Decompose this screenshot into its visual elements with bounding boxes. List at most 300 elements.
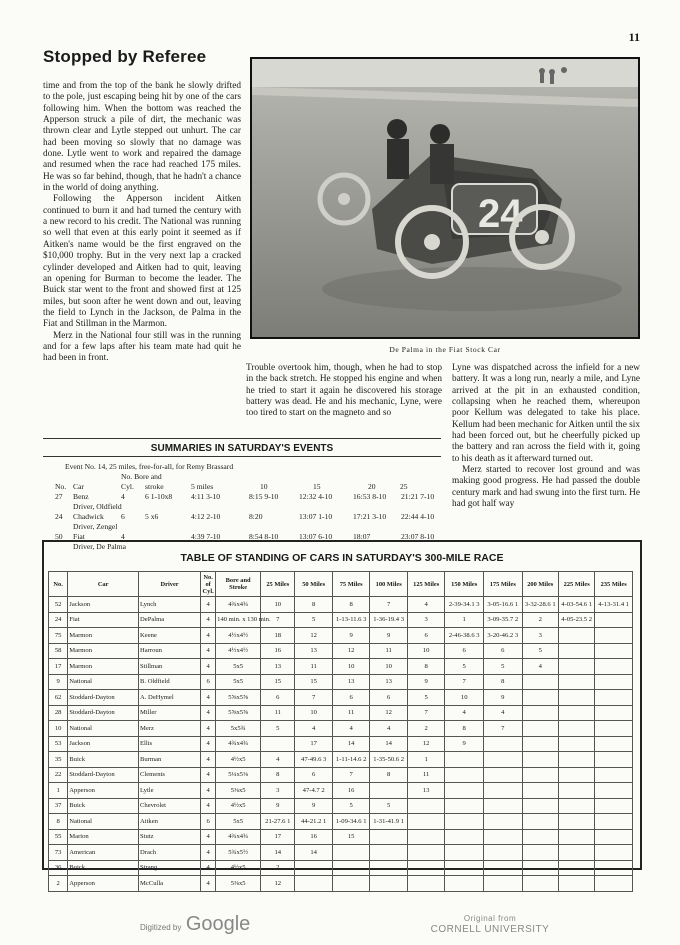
table-cell: Marion <box>68 829 139 845</box>
table-cell: Strang <box>139 860 201 876</box>
table-cell <box>445 814 484 830</box>
table-cell: 44-21.2 1 <box>295 814 333 830</box>
table-cell: 5x5¾ <box>216 721 261 737</box>
table-cell: 8 <box>483 674 522 690</box>
table-cell <box>445 845 484 861</box>
table-cell: 7 <box>295 690 333 706</box>
table-cell: 12 <box>295 628 333 644</box>
table-cell: 5 <box>295 612 333 628</box>
table-cell: 7 <box>370 597 408 613</box>
table-cell: 12 <box>261 876 295 892</box>
table-cell <box>558 798 594 814</box>
table-row <box>49 597 633 613</box>
table-cell <box>558 659 594 675</box>
table-cell: 1 <box>445 612 484 628</box>
table-cell <box>558 814 594 830</box>
table-cell <box>558 752 594 768</box>
article-column-1 <box>43 81 241 365</box>
summary-row: 27 Benz 4 6 1-10x8 4:11 3-10 8:15 9-10 12:32 4-10 16:53 8-10 21:21 7-10 <box>55 492 435 501</box>
table-cell <box>522 845 558 861</box>
table-cell: 10 <box>370 659 408 675</box>
table-cell: 9 <box>295 798 333 814</box>
table-cell <box>522 736 558 752</box>
table-cell: 17 <box>295 736 333 752</box>
summaries-table <box>55 462 445 552</box>
table-cell: 4 <box>522 659 558 675</box>
table-cell <box>407 798 445 814</box>
table-cell: 6 <box>370 690 408 706</box>
table-cell: 5 <box>522 643 558 659</box>
table-cell: 2-39-34.1 3 <box>445 597 484 613</box>
table-cell: 12 <box>407 736 445 752</box>
table-cell: 7 <box>445 674 484 690</box>
table-row <box>49 814 633 830</box>
column-header: 200 Miles <box>522 572 558 597</box>
table-cell: 7 <box>261 612 295 628</box>
table-cell: 4½x4½ <box>216 643 261 659</box>
table-cell: 4 <box>201 612 216 628</box>
column-header: 50 Miles <box>295 572 333 597</box>
standing-header-row <box>49 572 633 597</box>
table-cell: 6 <box>483 643 522 659</box>
table-cell: 1-09-34.6 1 <box>332 814 370 830</box>
table-cell: 36 <box>49 860 68 876</box>
table-cell: Fiat <box>68 612 139 628</box>
table-cell <box>522 876 558 892</box>
table-cell: 14 <box>332 736 370 752</box>
table-cell: 140 min. x 130 min. <box>216 612 261 628</box>
table-cell <box>595 628 633 644</box>
paragraph: Merz in the National four still was in the running and for a few laps after his team mate had quit he had been in front. <box>43 330 241 364</box>
table-cell: 4 <box>201 876 216 892</box>
table-cell: 4 <box>295 721 333 737</box>
table-cell: 2-46-38.6 3 <box>445 628 484 644</box>
table-cell <box>407 860 445 876</box>
table-cell: 8 <box>332 597 370 613</box>
table-cell: Jackson <box>68 597 139 613</box>
table-cell: B. Oldfield <box>139 674 201 690</box>
summary-driver-line: Driver, Oldfield <box>73 502 122 511</box>
summaries-title: SUMMARIES IN SATURDAY'S EVENTS <box>150 443 334 454</box>
table-cell: McCulla <box>139 876 201 892</box>
article-column-2 <box>246 363 442 420</box>
table-cell: 2 <box>49 876 68 892</box>
table-cell: 4-13-31.4 1 <box>595 597 633 613</box>
table-cell: 16 <box>295 829 333 845</box>
table-cell: 21-27.6 1 <box>261 814 295 830</box>
table-cell: 37 <box>49 798 68 814</box>
table-cell <box>483 736 522 752</box>
table-cell: 3-09-35.7 2 <box>483 612 522 628</box>
column-header: 75 Miles <box>332 572 370 597</box>
table-cell <box>558 876 594 892</box>
table-cell: 11 <box>407 767 445 783</box>
table-cell <box>595 860 633 876</box>
table-cell: National <box>68 721 139 737</box>
table-cell: 1-31-41.9 1 <box>370 814 408 830</box>
standing-title: TABLE OF STANDING OF CARS IN SATURDAY'S 300-MILE RACE <box>180 552 504 564</box>
table-cell <box>483 876 522 892</box>
table-cell <box>522 721 558 737</box>
table-cell: 12 <box>370 705 408 721</box>
table-cell: 6 <box>261 690 295 706</box>
article-column-3 <box>452 363 640 510</box>
table-cell: 9 <box>332 628 370 644</box>
table-cell: 3 <box>261 783 295 799</box>
table-cell: 14 <box>295 845 333 861</box>
table-cell: 4 <box>201 767 216 783</box>
standing-body <box>49 597 633 892</box>
table-cell <box>295 860 333 876</box>
table-cell: Aitken <box>139 814 201 830</box>
table-cell <box>332 860 370 876</box>
column-header: Driver <box>139 572 201 597</box>
table-cell: 8 <box>261 767 295 783</box>
table-cell <box>558 829 594 845</box>
table-cell: 5 <box>332 798 370 814</box>
table-cell: 15 <box>261 674 295 690</box>
table-cell: National <box>68 814 139 830</box>
table-cell <box>407 845 445 861</box>
table-cell: 55 <box>49 829 68 845</box>
table-cell <box>595 783 633 799</box>
table-cell <box>483 860 522 876</box>
table-cell <box>595 721 633 737</box>
table-cell <box>522 860 558 876</box>
table-cell <box>595 798 633 814</box>
table-cell <box>558 845 594 861</box>
table-cell: 13 <box>261 659 295 675</box>
table-cell: 4 <box>445 705 484 721</box>
table-cell: 11 <box>332 705 370 721</box>
table-cell: 1-13-11.6 3 <box>332 612 370 628</box>
column-header: 125 Miles <box>407 572 445 597</box>
table-cell: 15 <box>295 674 333 690</box>
table-cell: 14 <box>370 736 408 752</box>
table-cell <box>522 783 558 799</box>
table-cell: 6 <box>332 690 370 706</box>
table-cell <box>595 659 633 675</box>
table-cell: 28 <box>49 705 68 721</box>
table-cell: Stoddard-Dayton <box>68 690 139 706</box>
table-cell <box>332 876 370 892</box>
column-header: Car <box>68 572 139 597</box>
table-cell <box>558 643 594 659</box>
digitized-by-google-logo: Digitized by Google <box>140 913 251 935</box>
table-cell <box>595 829 633 845</box>
table-cell: 13 <box>370 674 408 690</box>
table-cell: 4 <box>201 705 216 721</box>
table-cell: 10 <box>49 721 68 737</box>
table-row <box>49 860 633 876</box>
table-cell: 4 <box>201 628 216 644</box>
table-cell: 10 <box>407 643 445 659</box>
table-cell: Merz <box>139 721 201 737</box>
column-header: 175 Miles <box>483 572 522 597</box>
table-cell: Stutz <box>139 829 201 845</box>
table-cell: 35 <box>49 752 68 768</box>
table-cell: 9 <box>370 628 408 644</box>
table-cell: 5⅝x5⅝ <box>216 705 261 721</box>
table-cell <box>595 690 633 706</box>
summary-row: 24 Chadwick 6 5 x6 4:12 2-10 8:20 13:07 1-10 17:21 3-10 22:44 4-10 <box>55 512 435 521</box>
table-cell: Marmon <box>68 659 139 675</box>
table-cell <box>407 814 445 830</box>
table-cell <box>445 876 484 892</box>
column-header: 235 Miles <box>595 572 633 597</box>
table-cell: 22 <box>49 767 68 783</box>
table-row <box>49 845 633 861</box>
table-cell: 11 <box>370 643 408 659</box>
table-cell: 5x5 <box>216 674 261 690</box>
table-cell: 4 <box>201 783 216 799</box>
table-cell: Buick <box>68 860 139 876</box>
fiat-car-illustration <box>252 59 638 337</box>
table-cell: Stillman <box>139 659 201 675</box>
table-cell: 1 <box>407 752 445 768</box>
table-cell: 5 <box>370 798 408 814</box>
table-cell: 6 <box>201 814 216 830</box>
table-cell: 3 <box>407 612 445 628</box>
table-cell <box>522 705 558 721</box>
table-cell: A. DeHymel <box>139 690 201 706</box>
table-cell: 4 <box>407 597 445 613</box>
summary-driver-line: Driver, De Palma <box>73 542 127 551</box>
table-cell: 5 <box>261 721 295 737</box>
table-cell: National <box>68 674 139 690</box>
table-cell: Stoddard-Dayton <box>68 767 139 783</box>
table-cell <box>370 876 408 892</box>
table-cell: 4¾x4¾ <box>216 829 261 845</box>
table-cell: Burman <box>139 752 201 768</box>
table-cell: 4 <box>201 845 216 861</box>
table-cell: 3-32-28.6 1 <box>522 597 558 613</box>
table-cell <box>483 767 522 783</box>
table-cell: Buick <box>68 752 139 768</box>
table-cell: 5⅜x5 <box>216 783 261 799</box>
table-row <box>49 643 633 659</box>
table-cell: 16 <box>261 643 295 659</box>
table-cell <box>558 860 594 876</box>
column-header: No. <box>49 572 68 597</box>
table-cell <box>332 845 370 861</box>
table-cell <box>483 814 522 830</box>
table-cell: 4¾x4¾ <box>216 736 261 752</box>
paragraph: Lyne was dispatched across the infield for a new battery. It was a long run, nearly a mile, and Lyne arrived at the pit in an exhausted condition, collapsing when he reached them, whereupon poor Kellum was delegated to take his place. Kellum had been mechanic for Aitken until the six had been forced out, but he cheerfully picked up the battery and ran across the field with it, going to his death as it afterward turned out. <box>452 363 640 464</box>
table-cell: 4 <box>332 721 370 737</box>
table-row <box>49 876 633 892</box>
table-cell <box>522 752 558 768</box>
table-cell: 47-4.7 2 <box>295 783 333 799</box>
header-row: No. Car Cyl. stroke 5 miles 10 15 20 25 <box>55 482 408 491</box>
table-cell <box>595 612 633 628</box>
table-cell: Chevrolet <box>139 798 201 814</box>
divider <box>43 438 441 439</box>
table-row <box>49 612 633 628</box>
table-cell <box>595 814 633 830</box>
table-cell: 3 <box>522 628 558 644</box>
table-cell <box>558 721 594 737</box>
table-cell: 13 <box>295 643 333 659</box>
table-cell: 62 <box>49 690 68 706</box>
table-cell: 14 <box>261 845 295 861</box>
table-cell: 10 <box>332 659 370 675</box>
column-header: No. of Cyl. <box>202 573 214 595</box>
table-cell <box>595 767 633 783</box>
table-cell <box>370 783 408 799</box>
table-cell: 10 <box>445 690 484 706</box>
table-cell: Drach <box>139 845 201 861</box>
table-row <box>49 829 633 845</box>
table-cell: 13 <box>332 674 370 690</box>
table-cell: 4¾x4¾ <box>216 597 261 613</box>
table-cell: Clements <box>139 767 201 783</box>
table-cell <box>595 643 633 659</box>
table-cell: 24 <box>49 612 68 628</box>
table-cell <box>558 690 594 706</box>
table-cell: 4½x5 <box>216 752 261 768</box>
table-cell: 16 <box>332 783 370 799</box>
table-cell <box>261 736 295 752</box>
table-cell: Buick <box>68 798 139 814</box>
table-cell <box>522 798 558 814</box>
table-cell: Lytle <box>139 783 201 799</box>
table-cell: 1 <box>49 783 68 799</box>
table-cell: Jackson <box>68 736 139 752</box>
table-cell <box>595 736 633 752</box>
table-cell: 6 <box>201 674 216 690</box>
table-cell: Apperson <box>68 783 139 799</box>
table-cell <box>595 876 633 892</box>
table-cell: 1-11-14.6 2 <box>332 752 370 768</box>
table-cell: 7 <box>483 721 522 737</box>
table-cell <box>407 829 445 845</box>
table-cell: Miller <box>139 705 201 721</box>
table-cell: 4½x5 <box>216 798 261 814</box>
table-cell: 4 <box>201 721 216 737</box>
table-cell: 9 <box>445 736 484 752</box>
table-cell: 8 <box>49 814 68 830</box>
table-cell: 2 <box>261 860 295 876</box>
table-cell <box>558 783 594 799</box>
paragraph: Following the Apperson incident Aitken continued to burn it and had turned the century with a new record to his credit. The National was running so well that even at this early point it seemed as if Aitken's name would be the first engraved on the $10,000 trophy. But in the very next lap a cracked cylinder developed and Aitken had to quit, leaving an opening for Burman to become the leader. The Buick star went to the front and showed first at 125 miles, but soon after he went down and out, leaving the field to Lynch in the Jackson, de Palma in the Fiat and Stillman in the Marmon. <box>43 194 241 330</box>
table-cell: 13 <box>407 783 445 799</box>
table-cell <box>483 783 522 799</box>
table-cell <box>370 860 408 876</box>
table-cell: 15 <box>332 829 370 845</box>
table-cell: 4 <box>201 798 216 814</box>
table-cell: 5¼x5⅜ <box>216 767 261 783</box>
table-cell: 8 <box>370 767 408 783</box>
paragraph: time and from the top of the bank he slowly drifted to the pole, just escaping being hit by one of the cars following him. When the bottom was reached the Apperson struck a pile of dirt, the mechanic was thrown clear and Lytle stepped out unhurt. The car had been moving so slowly that no damage was done. Lytle went to work and repaired the damage and resumed when the race had reached 175 miles. He was so far behind, though, that he hadn't a chance in the world of doing anything. <box>43 81 241 194</box>
column-header: Bore and Stroke <box>216 572 261 597</box>
table-cell <box>558 767 594 783</box>
table-cell: 5⅜x5 <box>216 876 261 892</box>
table-cell: 4 <box>201 690 216 706</box>
paragraph: Merz started to recover lost ground and was making good progress. He had passed the double century mark and had swung into the first turn. He had got half way <box>452 465 640 510</box>
photo-caption: De Palma in the Fiat Stock Car <box>389 345 501 354</box>
table-cell: American <box>68 845 139 861</box>
table-cell <box>445 783 484 799</box>
table-cell: 53 <box>49 736 68 752</box>
table-cell: Keene <box>139 628 201 644</box>
column-header: 25 Miles <box>261 572 295 597</box>
divider <box>43 456 441 457</box>
table-cell: 4 <box>201 659 216 675</box>
table-cell: Lynch <box>139 597 201 613</box>
table-cell: 6 <box>295 767 333 783</box>
table-cell <box>595 845 633 861</box>
table-row <box>49 705 633 721</box>
table-cell <box>370 845 408 861</box>
table-cell <box>522 829 558 845</box>
table-cell: 47-49.6 3 <box>295 752 333 768</box>
table-cell: 2 <box>407 721 445 737</box>
table-cell <box>407 876 445 892</box>
table-cell: 9 <box>483 690 522 706</box>
table-cell <box>483 829 522 845</box>
table-cell <box>483 752 522 768</box>
table-cell <box>483 798 522 814</box>
table-cell: 3-20-46.2 3 <box>483 628 522 644</box>
car-number: 24 <box>478 192 523 236</box>
table-cell: 4 <box>201 752 216 768</box>
headline: Stopped by Referee <box>43 47 207 66</box>
table-cell: 58 <box>49 643 68 659</box>
table-row <box>49 628 633 644</box>
table-cell <box>445 752 484 768</box>
paragraph: Trouble overtook him, though, when he had to stop in the back stretch. He stopped his engine and when he tried to start it again he discovered his storage battery was dead. He and his mechanic, Lyne, were too tired to start on the magneto and so <box>246 363 442 419</box>
table-cell: 5¾x5½ <box>216 845 261 861</box>
table-cell <box>522 690 558 706</box>
table-cell: 1-35-50.6 2 <box>370 752 408 768</box>
table-cell: 3-05-16.6 1 <box>483 597 522 613</box>
summary-row: 50 Fiat 4 4:39 7-10 8:54 8-10 13:07 6-10 18:07 23:07 8-10 <box>55 532 435 541</box>
page-number: 11 <box>628 30 640 44</box>
table-cell: 4-05-23.5 2 <box>558 612 594 628</box>
table-cell: 5 <box>483 659 522 675</box>
table-cell: 10 <box>295 705 333 721</box>
table-cell: 73 <box>49 845 68 861</box>
table-cell: 10 <box>261 597 295 613</box>
table-cell: 8 <box>407 659 445 675</box>
table-cell <box>522 814 558 830</box>
table-cell: 75 <box>49 628 68 644</box>
table-cell: 5x5 <box>216 659 261 675</box>
table-row <box>49 659 633 675</box>
table-cell: 8 <box>295 597 333 613</box>
table-cell: 4 <box>261 752 295 768</box>
table-cell <box>445 829 484 845</box>
table-row <box>49 721 633 737</box>
table-cell <box>595 674 633 690</box>
table-cell: 9 <box>49 674 68 690</box>
table-cell: 6 <box>407 628 445 644</box>
table-cell <box>522 674 558 690</box>
table-cell: 7 <box>407 705 445 721</box>
table-cell <box>558 705 594 721</box>
table-cell: 4 <box>201 829 216 845</box>
table-cell <box>558 674 594 690</box>
table-cell: 8 <box>445 721 484 737</box>
header-row: No. Bore and <box>121 472 162 481</box>
table-cell: Ellis <box>139 736 201 752</box>
table-cell: 5 <box>407 690 445 706</box>
table-cell <box>522 767 558 783</box>
table-cell <box>370 829 408 845</box>
table-cell: 4 <box>201 597 216 613</box>
table-cell: 17 <box>261 829 295 845</box>
